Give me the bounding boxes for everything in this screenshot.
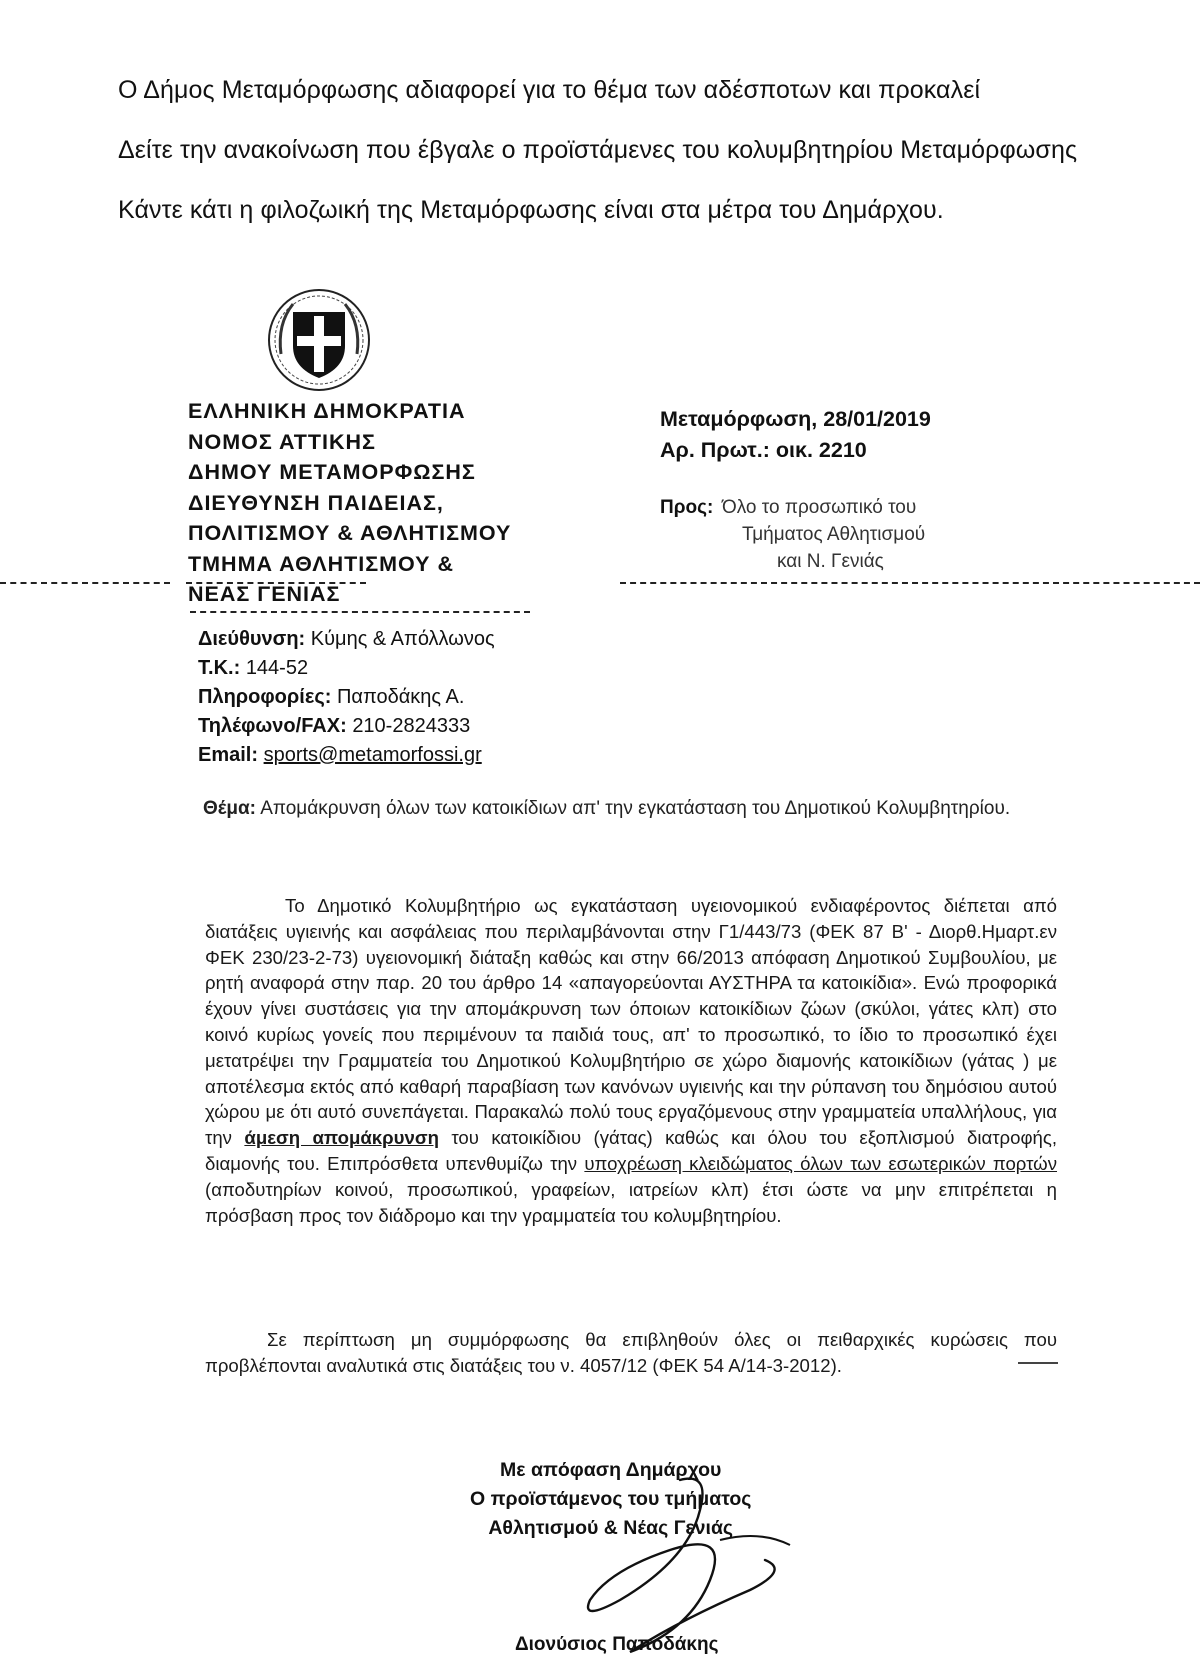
- signature-line: Ο προϊστάμενος του τμήματος: [470, 1488, 752, 1510]
- intro-line-2: Δείτε την ανακοίνωση που έβγαλε ο προϊστάμενες του κολυμβητηρίου Μεταμόρφωσης: [118, 136, 1078, 164]
- protocol-number: Αρ. Πρωτ.: οικ. 2210: [660, 438, 867, 462]
- contact-address: Διεύθυνση: Κύμης & Απόλλωνος: [198, 628, 495, 650]
- signature-line: Αθλητισμού & Νέας Γενιάς: [488, 1517, 734, 1539]
- contact-block: [198, 625, 495, 770]
- header-divider: [0, 582, 170, 584]
- contact-postal: Τ.Κ.: 144-52: [198, 657, 309, 679]
- subject-text: Απομάκρυνση όλων των κατοικίδιων απ' την εγκατάσταση του Δημοτικού Κολυμβητηρίου.: [260, 798, 1011, 819]
- issuer-line: ΝΟΜΟΣ ΑΤΤΙΚΗΣ: [188, 429, 376, 454]
- subject-line: [203, 796, 1055, 822]
- trailing-dash: [1018, 1362, 1058, 1364]
- issuer-line: ΕΛΛΗΝΙΚΗ ΔΗΜΟΚΡΑΤΙΑ: [188, 399, 466, 423]
- contact-phone: Τηλέφωνο/FAX: 210-2824333: [198, 715, 471, 737]
- signatory-name: Διονύσιος Παποδάκης: [515, 1634, 719, 1655]
- issuer-line: ΔΙΕΥΘΥΝΣΗ ΠΑΙΔΕΙΑΣ,: [188, 490, 444, 515]
- date-protocol-block: [660, 404, 931, 466]
- contact-divider: [190, 611, 530, 613]
- issuer-line: ΝΕΑΣ ΓΕΝΙΑΣ: [188, 582, 341, 606]
- subject-label: Θέμα:: [203, 798, 256, 819]
- issuer-line: ΤΜΗΜΑ ΑΘΛΗΤΙΣΜΟΥ &: [188, 551, 455, 576]
- recipient-line: Όλο το προσωπικό του: [722, 497, 917, 518]
- place-date: Μεταμόρφωση, 28/01/2019: [660, 407, 931, 431]
- closing-paragraph: Σε περίπτωση μη συμμόρφωσης θα επιβληθούν όλες οι πειθαρχικές κυρώσεις που προβλέπονται αναλυτικά στις διατάξεις του ν. 4057/12 (ΦΕΚ 54 Α/14-3-2012).: [205, 1329, 1057, 1376]
- header-divider: [186, 582, 366, 584]
- header-divider: [620, 582, 1200, 584]
- signature-line: Με απόφαση Δημάρχου: [500, 1459, 722, 1481]
- handwritten-signature: [560, 1470, 820, 1660]
- issuer-line: ΔΗΜΟΥ ΜΕΤΑΜΟΡΦΩΣΗΣ: [188, 460, 476, 484]
- issuer-line: ΠΟΛΙΤΙΣΜΟΥ & ΑΘΛΗΤΙΣΜΟΥ: [188, 521, 512, 545]
- emphasis-removal: άμεση απομάκρυνση: [244, 1127, 439, 1149]
- intro-line-1: Ο Δήμος Μεταμόρφωσης αδιαφορεί για το θέμα των αδέσποτων και προκαλεί: [118, 76, 981, 104]
- issuer-header: [188, 396, 511, 610]
- recipient-line: Τμήματος Αθλητισμού: [742, 524, 926, 545]
- contact-info: Πληροφορίες: Παποδάκης Α.: [198, 686, 465, 708]
- body-paragraph: Το Δημοτικό Κολυμβητήριο ως εγκατάσταση υγειονομικού ενδιαφέροντος διέπεται από διατάξεις υγιεινής και ασφάλειας που περιλαμβάνονται στην Γ1/443/73 (ΦΕΚ 87 Β' - Διορθ.Ημαρτ.εν ΦΕΚ 230/23-2-73) υγειονομική διάταξη καθώς και στην 66/2013 απόφαση Δημοτικού Συμβουλίου, με ρητή αναφορά στην παρ. 20 του άρθρο 14 «απαγορεύονται ΑΥΣΤΗΡΑ τα κατοικίδια». Ενώ προφορικά έχουν γίνει συστάσεις για την απομάκρυνση των όποιων κατοικίδιων ζώων (σκύλοι, γάτες κλπ) στο κοινό κυρίως γονείς που περιμένουν τα παιδιά τους, απ' το προσωπικό, το ίδιο το προσωπικό έχει μετατρέψει την Γραμματεία του Δημοτικού Κολυμβητήριο σε χώρο διαμονής κατοικίδιων (γάτας ) με αποτέλεσμα εκτός από καθαρή παραβίαση των κανόνων υγιεινής και την ρύπανση του δημόσιου αυτού χώρου με ότι αυτό συνεπάγεται. Παρακαλώ πολύ τους εργαζόμενους στην γραμματεία υπαλλήλους, για την άμεση απομάκρυνση του κατοικίδιου (γάτας) καθώς και όλου του εξοπλισμού διατροφής, διαμονής του. Επιπρόσθετα υπενθυμίζω την υποχρέωση κλειδώματος όλων των εσωτερικών πορτών (αποδυτηρίων κοινού, προσωπικού, γραφείων, ιατρείων κλπ) έτσι ώστε να μην επιτρέπεται η πρόσβαση προς τον διάδρομο και την γραμματεία του κολυμβητηρίου.: [205, 895, 1058, 1226]
- emphasis-locking: υποχρέωση κλειδώματος όλων των εσωτερικών πορτών: [584, 1152, 1058, 1174]
- recipient-line: και Ν. Γενιάς: [777, 551, 884, 572]
- contact-email: Email: sports@metamorfossi.gr: [198, 744, 482, 766]
- greek-state-emblem-icon: [263, 284, 375, 396]
- intro-line-3: Κάντε κάτι η φιλοζωική της Μεταμόρφωσης είναι στα μέτρα του Δημάρχου.: [118, 196, 944, 224]
- recipient-label: Προς:: [660, 497, 714, 518]
